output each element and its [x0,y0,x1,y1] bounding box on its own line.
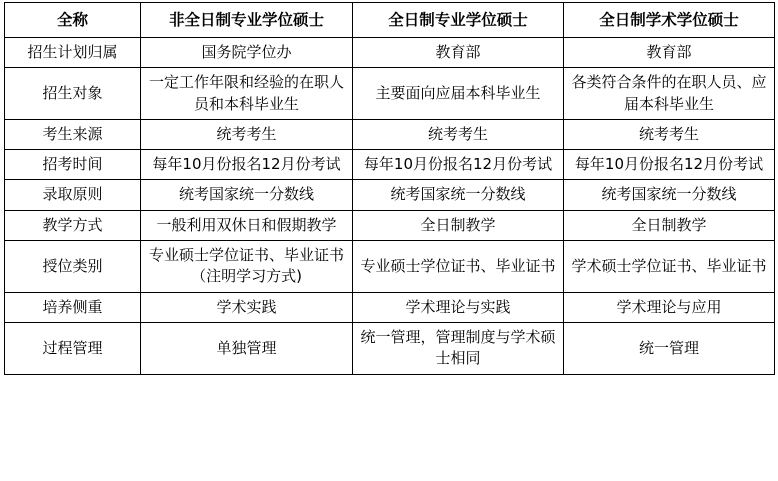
table-cell: 专业硕士学位证书、毕业证书 [353,241,564,293]
table-cell: 学术理论与应用 [564,292,775,322]
table-cell: 教育部 [564,38,775,68]
table-cell: 一定工作年限和经验的在职人员和本科毕业生 [141,68,353,120]
table-cell: 统考考生 [141,119,353,149]
table-row [5,210,775,240]
table-cell: 全日制教学 [353,210,564,240]
row-label: 培养侧重 [5,292,141,322]
table-row [5,180,775,210]
table-row [5,322,775,374]
table-cell: 国务院学位办 [141,38,353,68]
table-cell: 单独管理 [141,322,353,374]
table-cell: 统一管理 [564,322,775,374]
table-cell: 统考考生 [353,119,564,149]
table-cell: 每年10月份报名12月份考试 [353,150,564,180]
table-row [5,119,775,149]
column-header-1: 非全日制专业学位硕士 [141,3,353,38]
table-cell: 教育部 [353,38,564,68]
table-cell: 每年10月份报名12月份考试 [141,150,353,180]
table-header-row [5,3,775,38]
row-label: 过程管理 [5,322,141,374]
row-label: 录取原则 [5,180,141,210]
table-cell: 统考国家统一分数线 [564,180,775,210]
table-cell: 每年10月份报名12月份考试 [564,150,775,180]
table-cell: 学术硕士学位证书、毕业证书 [564,241,775,293]
table-cell: 全日制教学 [564,210,775,240]
table-cell: 专业硕士学位证书、毕业证书（注明学习方式) [141,241,353,293]
row-label: 招考时间 [5,150,141,180]
column-header-0: 全称 [5,3,141,38]
table-row [5,68,775,120]
column-header-2: 全日制专业学位硕士 [353,3,564,38]
table-cell: 一般利用双休日和假期教学 [141,210,353,240]
comparison-table-container [0,2,778,481]
table-cell: 主要面向应届本科毕业生 [353,68,564,120]
table-row [5,292,775,322]
table-cell: 统考国家统一分数线 [353,180,564,210]
table-cell: 学术实践 [141,292,353,322]
table-row [5,38,775,68]
table-row [5,241,775,293]
row-label: 招生对象 [5,68,141,120]
table-header [5,3,775,38]
row-label: 考生来源 [5,119,141,149]
table-cell: 统一管理，管理制度与学术硕士相同 [353,322,564,374]
table-cell: 统考考生 [564,119,775,149]
row-label: 授位类别 [5,241,141,293]
row-label: 招生计划归属 [5,38,141,68]
column-header-3: 全日制学术学位硕士 [564,3,775,38]
table-body [5,38,775,375]
table-cell: 统考国家统一分数线 [141,180,353,210]
row-label: 教学方式 [5,210,141,240]
table-cell: 各类符合条件的在职人员、应届本科毕业生 [564,68,775,120]
table-cell: 学术理论与实践 [353,292,564,322]
table-row [5,150,775,180]
comparison-table [4,2,775,375]
